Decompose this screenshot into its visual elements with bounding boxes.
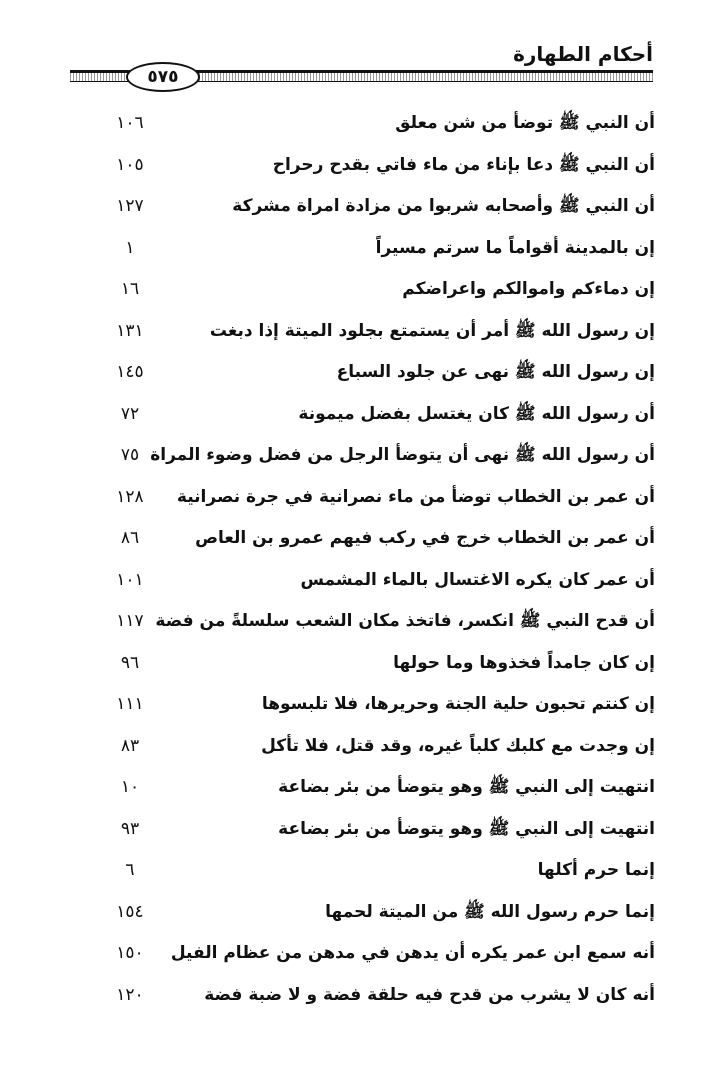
page-reference: ٧٥ [120,445,140,465]
index-entry [100,894,655,936]
index-entry [100,562,655,604]
page-reference: ٩٣ [120,818,140,839]
hadith-text: أن النبي ﷺ توضأ من شن معلق [395,113,655,133]
page-reference: ٨٦ [120,528,140,548]
index-entry [100,935,655,977]
hadith-text: انتهيت إلى النبي ﷺ وهو يتوضأ من بئر بضاعة [278,777,655,797]
hadith-text: أن رسول الله ﷺ كان يغتسل بفضل ميمونة [298,403,655,424]
page-reference: ١٥٠ [116,943,144,963]
index-entry [100,977,655,1019]
index-entry [100,479,655,521]
hadith-text: انتهيت إلى النبي ﷺ وهو يتوضأ من بئر بضاعة [278,818,655,839]
hadith-text: إن كنتم تحبون حلية الجنة وحريرها، فلا تلبسوها [261,694,655,714]
hadith-text: أن عمر بن الخطاب خرج في ركب فيهم عمرو بن العاص [195,528,655,548]
page-reference: ١٢٠ [116,984,144,1005]
index-entry [100,271,655,313]
hadith-text: أن النبي ﷺ وأصحابه شربوا من مزادة امراة مشركة [232,196,655,216]
hadith-text: أن عمر بن الخطاب توضأ من ماء نصرانية في جرة نصرانية [176,486,655,507]
page-reference: ١٦ [120,279,140,299]
hadith-text: أنه سمع ابن عمر يكره أن يدهن في مدهن من عظام الفيل [170,943,655,963]
page-reference: ١٢٧ [116,196,144,216]
page-reference: ١ [125,237,135,258]
hadith-text: إن رسول الله ﷺ نهى عن جلود السباع [336,362,655,382]
page-reference: ١٠ [120,777,140,797]
hadith-text: إنما حرم أكلها [537,860,655,880]
page-number: ٥٧٥ [126,62,200,92]
index-entry [100,852,655,894]
index-entry [100,645,655,687]
page-reference: ١٥٤ [116,901,144,922]
index-entry [100,769,655,811]
page-reference: ١٢٨ [116,486,144,507]
hadith-text: أن النبي ﷺ دعا بإناء من ماء فاتي بقدح رحراح [272,154,655,175]
index-entry [100,354,655,396]
index-entry [100,396,655,438]
page-reference: ٧٢ [120,403,140,424]
page-reference: ١٤٥ [116,362,144,382]
index-entry [100,230,655,272]
hadith-text: أن قدح النبي ﷺ انكسر، فاتخذ مكان الشعب سلسلةً من فضة [155,611,655,631]
index-entry [100,603,655,645]
index-entry [100,686,655,728]
page-reference: ١١٧ [116,611,144,631]
book-title: أحكام الطهارة [513,42,653,66]
hadith-text: إن بالمدينة أقواماً ما سرتم مسيراً [375,237,655,258]
page-reference: ١١١ [116,694,144,714]
index-entry [100,811,655,853]
index-entry [100,437,655,479]
index-entry [100,520,655,562]
hadith-text: إنما حرم رسول الله ﷺ من الميتة لحمها [325,901,655,922]
index-entry [100,728,655,770]
hadith-text: أن عمر كان يكره الاغتسال بالماء المشمس [300,569,655,590]
page-reference: ١٠١ [116,569,144,590]
page-reference: ٨٣ [120,735,140,756]
hadith-text: إن رسول الله ﷺ أمر أن يستمتع بجلود الميتة إذا دبغت [209,320,655,341]
hadith-text: أنه كان لا يشرب من قدح فيه حلقة فضة و لا ضبة فضة [204,984,655,1005]
running-header [70,20,653,95]
page-reference: ١٠٦ [116,113,144,133]
page-reference: ٩٦ [120,652,140,673]
index-entry [100,188,655,230]
hadith-text: أن رسول الله ﷺ نهى أن يتوضأ الرجل من فضل وضوء المراة [150,445,655,465]
hadith-index-list [100,105,655,1018]
page-reference: ١٠٥ [116,154,144,175]
index-entry [100,313,655,355]
page-reference: ٦ [125,860,135,880]
hadith-text: إن وجدت مع كلبك كلباً غيره، وقد قتل، فلا تأكل [261,735,655,756]
index-entry [100,105,655,147]
hadith-text: إن كان جامداً فخذوها وما حولها [393,652,655,673]
page-reference: ١٣١ [116,320,144,341]
hadith-text: إن دماءكم واموالكم واعراضكم [402,279,655,299]
index-entry [100,147,655,189]
